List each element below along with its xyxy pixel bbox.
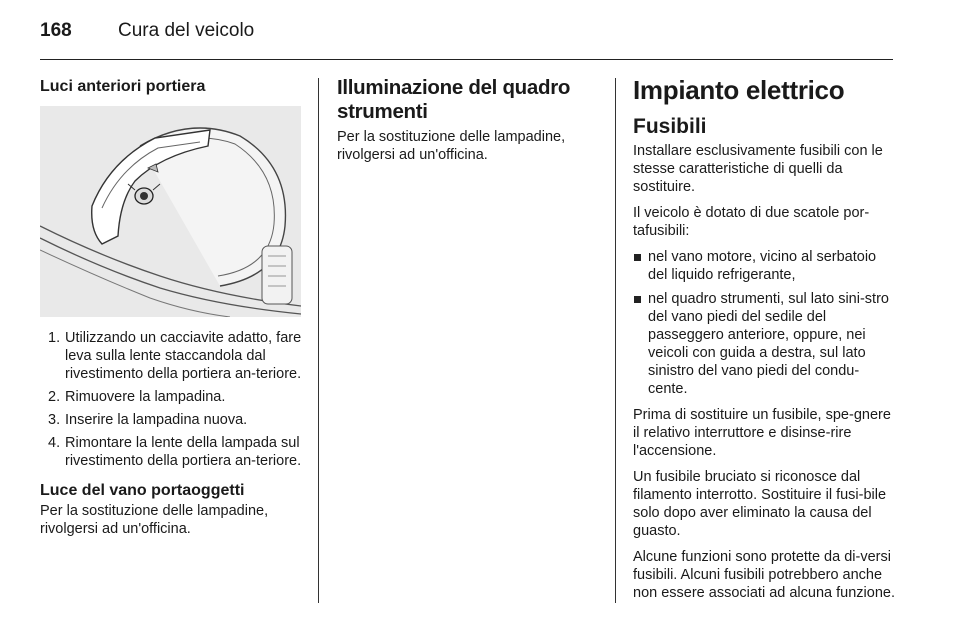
list-item: 1. Utilizzando un cacciavite adatto, fare leva sulla lente staccandola dal rivestimento della portiera an-teriore. <box>48 330 302 382</box>
bullet-icon <box>634 254 641 261</box>
paragraph: Prima di sostituire un fusibile, spe-gnere il relativo interruttore e disinse-rire l'accensione. <box>633 407 891 459</box>
instrument-lighting-text: Per la sostituzione delle lampadine, rivolgersi ad un'officina. <box>337 129 566 163</box>
paragraph: Alcune funzioni sono protette da di-versi fusibili. Alcuni fusibili potrebbero anche non essere associati ad alcuna funzione. <box>633 549 895 601</box>
column-middle <box>337 76 599 172</box>
page-header <box>40 20 893 60</box>
glovebox-light-text: Per la sostituzione delle lampadine, rivolgersi ad un'officina. <box>40 503 269 537</box>
list-item: 4. Rimontare la lente della lampada sul rivestimento della portiera an-teriore. <box>48 435 302 469</box>
fuse-box-locations <box>633 248 898 398</box>
fuses-heading: Fusibili <box>633 115 707 138</box>
list-item: 2. Rimuovere la lampadina. <box>48 389 226 405</box>
paragraph: Il veicolo è dotato di due scatole por-tafusibili: <box>633 205 870 239</box>
paragraph: Installare esclusivamente fusibili con le stesse caratteristiche di quelli da sostituire. <box>633 143 883 195</box>
bullet-icon <box>634 296 641 303</box>
column-right <box>633 74 898 610</box>
list-item: nel vano motore, vicino al serbatoio del liquido refrigerante, <box>633 248 898 284</box>
paragraph: Un fusibile bruciato si riconosce dal filamento interrotto. Sostituire il fusi-bile solo dopo aver eliminato la causa del guasto. <box>633 469 887 539</box>
column-left <box>40 76 302 546</box>
chapter-title: Cura del veicolo <box>118 20 255 41</box>
section-heading-glovebox-light: Luce del vano portaoggetti <box>40 482 245 499</box>
door-light-illustration <box>40 106 301 317</box>
section-heading-door-lights: Luci anteriori portiera <box>40 78 206 95</box>
column-divider-2 <box>615 78 616 603</box>
column-divider-1 <box>318 78 319 603</box>
list-item: nel quadro strumenti, sul lato sini-stro del vano piedi del sedile del passeggero anteriore, oppure, nei veicoli con guida a destra, sul lato sinistro del vano piedi del condu-cente. <box>633 290 898 398</box>
door-light-drawing <box>40 106 301 317</box>
page-section-title: Impianto elettrico <box>633 75 845 105</box>
list-item: 3. Inserire la lampadina nuova. <box>48 412 248 428</box>
header-divider <box>40 59 893 60</box>
page-number: 168 <box>40 20 72 41</box>
replacement-steps <box>40 329 302 470</box>
section-heading-instrument-lighting: Illuminazione del quadro strumenti <box>337 76 571 123</box>
